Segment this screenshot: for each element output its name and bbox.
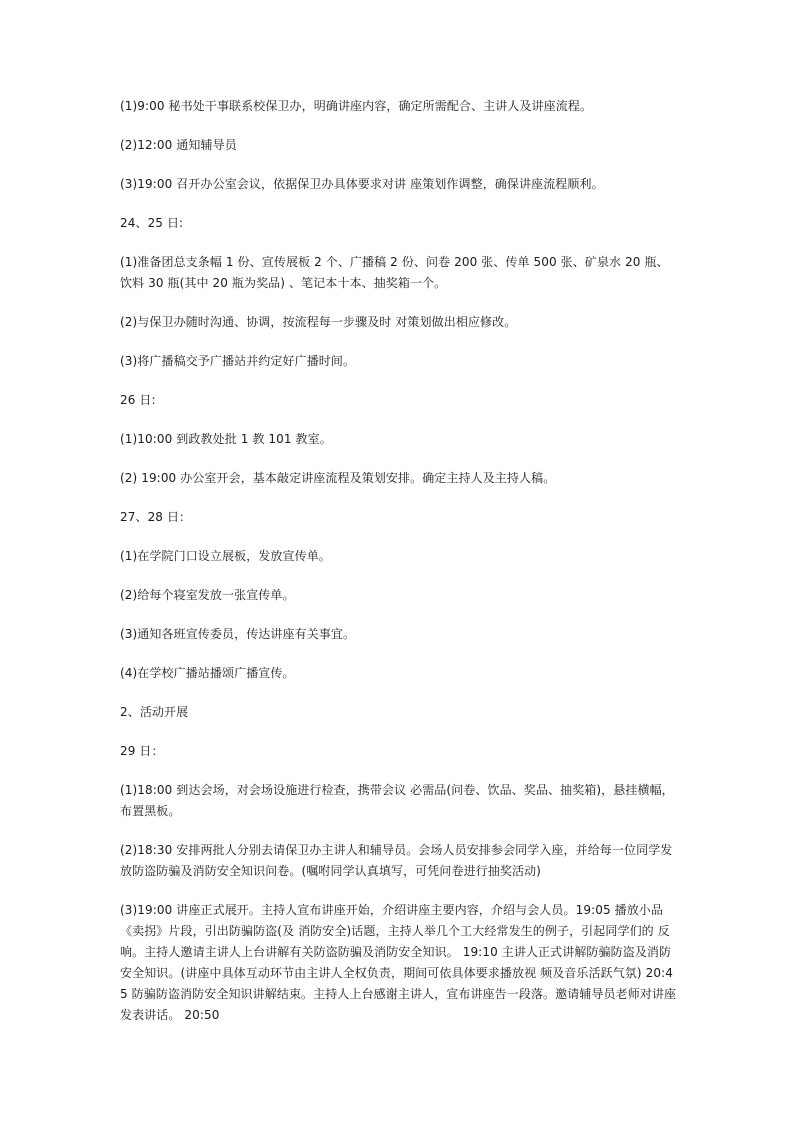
section-heading-activity: 2、活动开展 xyxy=(120,705,189,719)
document-page xyxy=(120,96,680,1026)
paragraph-7: (3)将广播稿交予广播站并约定好广播时间。 xyxy=(120,354,356,368)
paragraph-10: (2) 19:00 办公室开会，基本敲定讲座流程及策划安排。确定主持人及主持人稿。 xyxy=(120,471,556,485)
paragraph-9: (1)10:00 到政教处批 1 教 101 教室。 xyxy=(120,432,332,446)
paragraph-13: (2)给每个寝室发放一张宣传单。 xyxy=(120,588,295,602)
paragraph-12: (1)在学院门口设立展板，发放宣传单。 xyxy=(120,549,331,563)
paragraph-2: (2)12:00 通知辅导员 xyxy=(120,138,237,152)
paragraph-3: (3)19:00 召开办公室会议，依据保卫办具体要求对讲 座策划作调整，确保讲座流程顺利。 xyxy=(120,177,604,191)
paragraph-6: (2)与保卫办随时沟通、协调，按流程每一步骤及时 对策划做出相应修改。 xyxy=(120,315,517,329)
paragraph-14: (3)通知各班宣传委员，传达讲座有关事宜。 xyxy=(120,627,356,641)
paragraph-15: (4)在学校广播站播颂广播宣传。 xyxy=(120,666,295,680)
paragraph-19: (2)18:30 安排两批人分别去请保卫办主讲人和辅导员。会场人员安排参会同学入座，并给每一位同学发放防盗防骗及消防安全知识问卷。(嘱咐同学认真填写，可凭问卷进行抽奖活动) xyxy=(120,843,673,878)
paragraph-5: (1)准备团总支条幅 1 份、宣传展板 2 个、广播稿 2 份、问卷 200 张、传单 500 张、矿泉水 20 瓶、饮料 30 瓶(其中 20 瓶为奖品) 、笔记本十本、抽奖箱一个。 xyxy=(120,255,669,290)
paragraph-18: (1)18:00 到达会场，对会场设施进行检查，携带会议 必需品(问卷、饮品、奖品、抽奖箱)，悬挂横幅，布置黑板。 xyxy=(120,783,674,818)
paragraph-1: (1)9:00 秘书处干事联系校保卫办，明确讲座内容，确定所需配合、主讲人及讲座流程。 xyxy=(120,99,593,113)
section-date-29: 29 日： xyxy=(120,744,164,758)
section-date-24-25: 24、25 日: xyxy=(120,216,184,230)
section-date-26: 26 日: xyxy=(120,393,156,407)
section-date-27-28: 27、28 日： xyxy=(120,510,192,524)
paragraph-20: (3)19:00 讲座正式展开。主持人宣布讲座开始，介绍讲座主要内容，介绍与会人员。19:05 播放小品《卖拐》片段，引出防骗防盗(及 消防安全)话题，主持人举几个工大经常发生的例子，引起同学们的 反响。主持人邀请主讲人上台讲解有关防盗防骗及消防安全知识。 19:10 主讲人正式讲解防骗防盗及消防安全知识。(讲座中具体互动环节由主讲人全权负责，期间可依具体要求播放视 频及音乐活跃气氛) 20:45 防骗防盗消防安全知识讲解结束。主持人上台感谢主讲人，宣布讲座告一段落。邀请辅导员老师对讲座发表讲话。 20:50 xyxy=(120,903,677,1022)
